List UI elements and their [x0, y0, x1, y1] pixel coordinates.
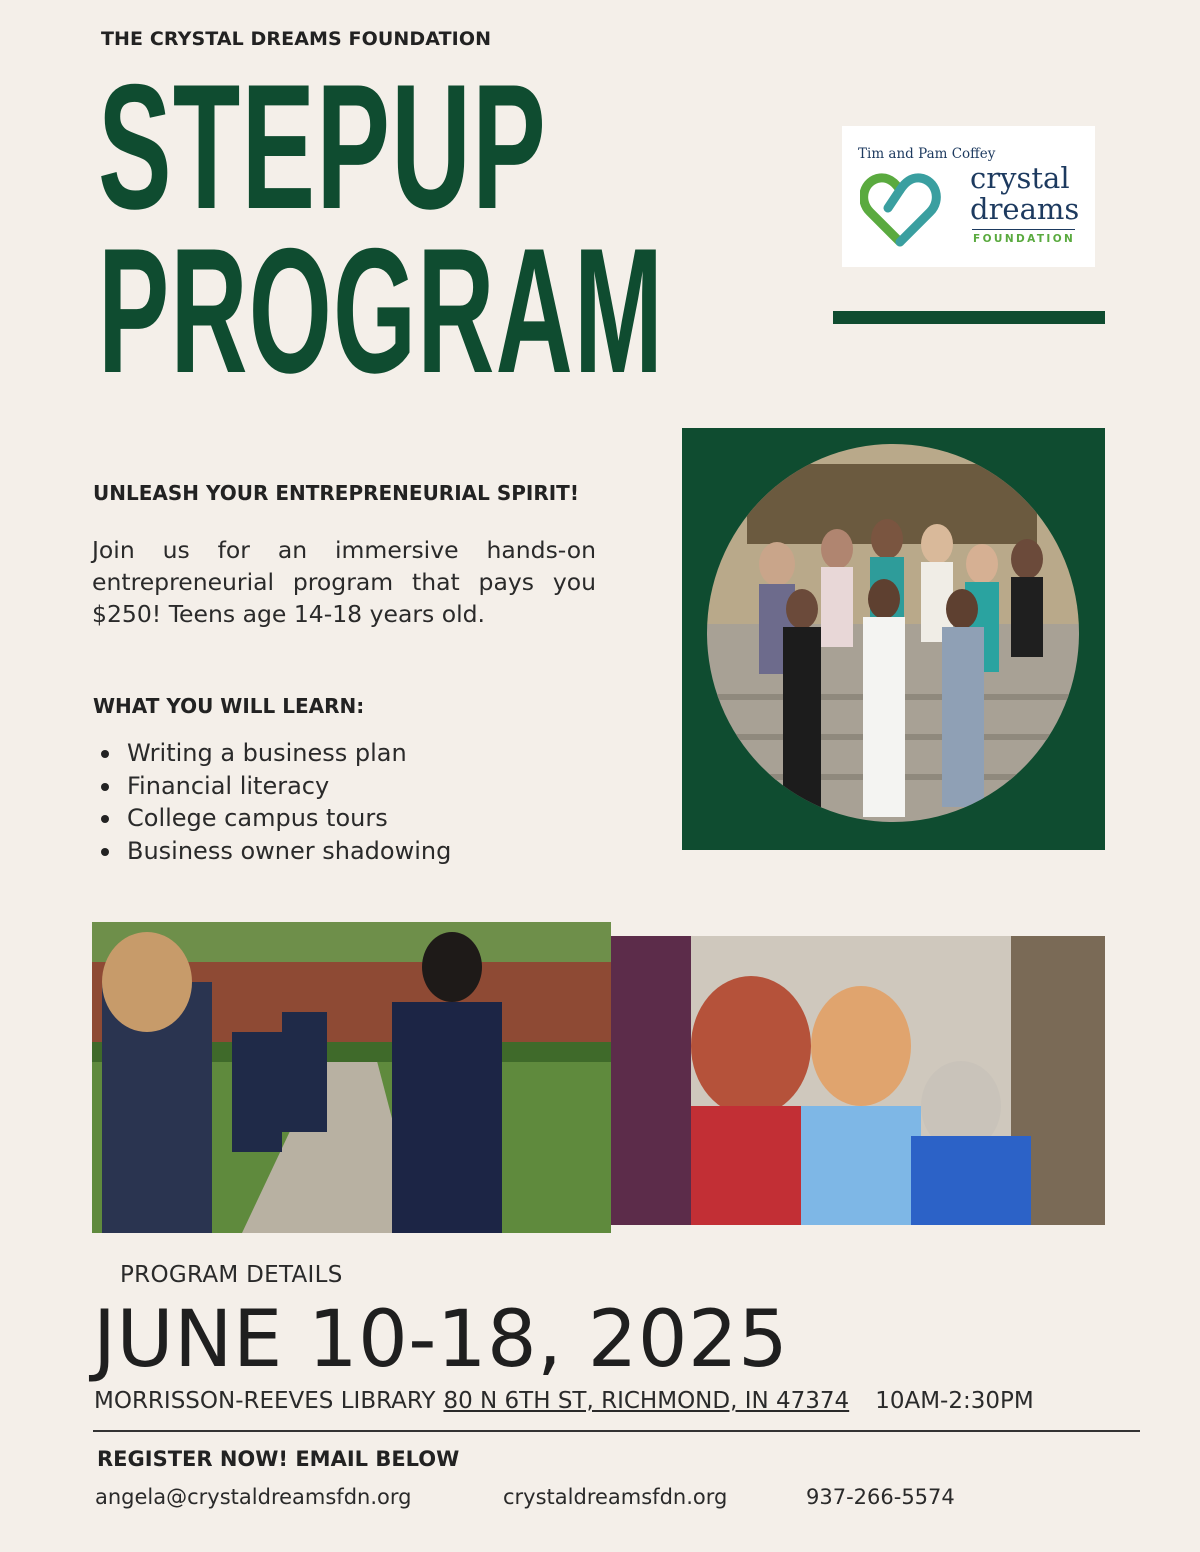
learn-item: Financial literacy — [95, 770, 451, 803]
program-details-label: PROGRAM DETAILS — [120, 1262, 343, 1288]
accent-bar — [833, 311, 1105, 324]
group-photo-frame — [682, 428, 1105, 850]
campus-walk-photo — [92, 922, 611, 1233]
learn-heading: WHAT YOU WILL LEARN: — [93, 694, 365, 718]
venue-name: MORRISSON-REEVES LIBRARY — [94, 1388, 436, 1414]
bullet-icon — [101, 815, 109, 823]
logo-word-foundation: FOUNDATION — [973, 233, 1076, 245]
venue-row — [94, 1388, 1034, 1414]
learn-list — [95, 737, 451, 867]
title-line-1: STEPUP — [98, 47, 547, 246]
register-heading: REGISTER NOW! EMAIL BELOW — [97, 1447, 460, 1471]
program-time: 10AM-2:30PM — [875, 1388, 1034, 1414]
foundation-logo — [842, 126, 1095, 267]
contact-phone[interactable]: 937-266-5574 — [806, 1485, 955, 1509]
footer-divider — [93, 1430, 1140, 1432]
bullet-icon — [101, 750, 109, 758]
logo-divider — [972, 229, 1075, 230]
org-name: THE CRYSTAL DREAMS FOUNDATION — [101, 28, 492, 50]
heart-icon — [860, 170, 950, 250]
intro-tagline: UNLEASH YOUR ENTREPRENEURIAL SPIRIT! — [93, 481, 579, 505]
learn-item: College campus tours — [95, 802, 451, 835]
workshop-photo — [611, 936, 1105, 1225]
logo-word-crystal: crystal — [970, 161, 1070, 195]
bullet-icon — [101, 783, 109, 791]
logo-word-dreams: dreams — [970, 192, 1080, 226]
group-photo — [707, 444, 1079, 822]
logo-tagline: Tim and Pam Coffey — [858, 146, 996, 162]
venue-address[interactable]: 80 N 6TH ST, RICHMOND, IN 47374 — [443, 1388, 850, 1414]
intro-body: Join us for an immersive hands-on entrepreneurial program that pays you $250! Teens age 14-18 years old. — [92, 536, 596, 628]
contact-website[interactable]: crystaldreamsfdn.org — [503, 1485, 728, 1509]
learn-item: Business owner shadowing — [95, 835, 451, 868]
title-line-2: PROGRAM — [98, 211, 665, 410]
bullet-icon — [101, 848, 109, 856]
program-date: JUNE 10-18, 2025 — [93, 1295, 789, 1385]
contact-email[interactable]: angela@crystaldreamsfdn.org — [95, 1485, 412, 1509]
learn-item: Writing a business plan — [95, 737, 451, 770]
